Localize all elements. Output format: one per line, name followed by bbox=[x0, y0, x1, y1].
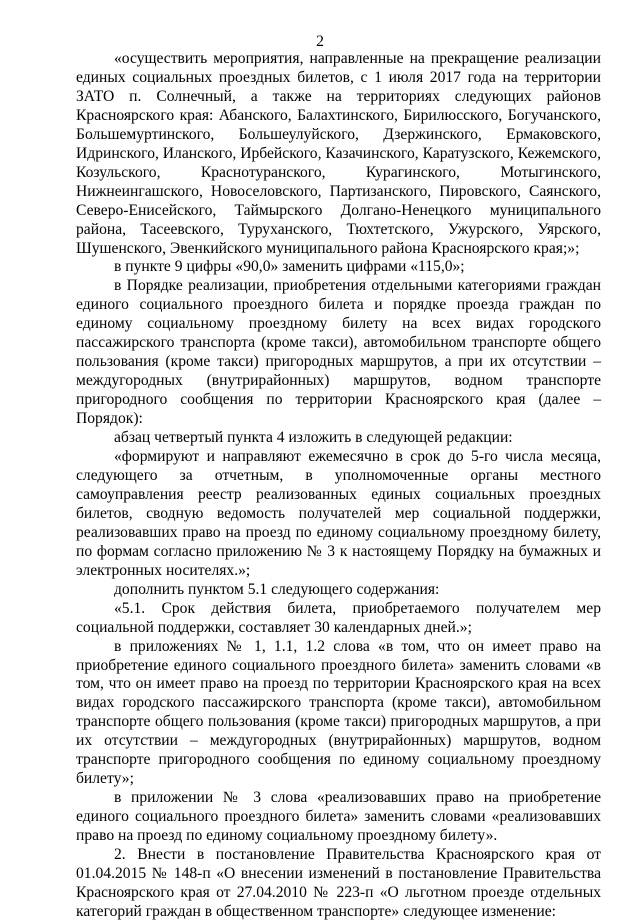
paragraph-quoted-measures: «осуществить мероприятия, направленные на прекращение реализации единых социальных проездных билетов, с 1 июля 2017 года на территории ЗАТО п. Солнечный, а также на территориях следующих районов Красноярского края: Абанского, Балахтинского, Бирилюсского, Богучанского, Большемуртинского, Большеулуйского, Дзержинского, Ермаковского, Идринского, Иланского, Ирбейского, Казачинского, Каратузского, Кежемского, Козульского, Краснотуранского, Курагинского, Мотыгинского, Нижнеингашского, Новоселовского, Партизанского, Пировского, Саянского, Северо-Енисейского, Таймырского Долгано-Ненецкого муниципального района, Тасеевского, Туруханского, Тюхтетского, Ужурского, Уярского, Шушенского, Эвенкийского муниципального района Красноярского края;»; bbox=[76, 50, 601, 257]
paragraph-appendices-1: в приложениях № 1, 1.1, 1.2 слова «в том, что он имеет право на приобретение единого социального проездного билета» заменить словами «в том, что он имеет право на проезд по территории Красноярского края на всех видах городского пассажирского транспорта (кроме такси), автомобильном транспорте общего пользования (кроме такси) пригородных маршрутов, а при их отсутствии – междугородных (внутрирайонных) маршрутов, водном транспорте пригородного сообщения по единому социальному проездному билету»; bbox=[76, 637, 601, 788]
paragraph-clause-4-intro: абзац четвертый пункта 4 изложить в следующей редакции: bbox=[114, 429, 513, 447]
paragraph-add-clause-5-1: дополнить пунктом 5.1 следующего содержания: bbox=[114, 580, 440, 598]
page-number: 2 bbox=[316, 33, 324, 50]
paragraph-appendix-3: в приложении № 3 слова «реализовавших право на приобретение единого социального проездного билета» заменить словами «реализовавших право на проезд по единому социальному проездному билету». bbox=[76, 789, 601, 845]
paragraph-section-2: 2. Внести в постановление Правительства Красноярского края от 01.04.2015 № 148-п «О внесении изменений в постановление Правительства Красноярского края от 27.04.2010 № 223-п «О льготном проезде отдельных категорий граждан в общественном транспорте» следующее изменение: bbox=[76, 846, 601, 920]
paragraph-clause-5-1-text: «5.1. Срок действия билета, приобретаемого получателем мер социальной поддержки, составляет 30 календарных дней.»; bbox=[76, 599, 601, 636]
document-body bbox=[76, 50, 601, 922]
paragraph-clause-9-amendment: в пункте 9 цифры «90,0» заменить цифрами «115,0»; bbox=[114, 258, 465, 276]
paragraph-procedure-title: в Порядке реализации, приобретения отдельными категориями граждан единого социального проездного билета и порядке проезда граждан по единому социальному проездному билету на всех видах городского пассажирского транспорта (кроме такси), автомобильном транспорте общего пользования (кроме такси) пригородных маршрутов, а при их отсутствии – междугородных (внутрирайонных) маршрутов, водном транспорте пригородного сообщения по территории Красноярского края (далее – Порядок): bbox=[76, 277, 601, 428]
paragraph-clause-4-text: «формируют и направляют ежемесячно в срок до 5-го числа месяца, следующего за отчетным, в уполномоченные органы местного самоуправления реестр реализованных единых социальных проездных билетов, сводную ведомость получателей мер социальной поддержки, реализовавших право на проезд по единому социальному проездному билету, по формам согласно приложению № 3 к настоящему Порядку на бумажных и электронных носителях.»; bbox=[76, 448, 601, 579]
